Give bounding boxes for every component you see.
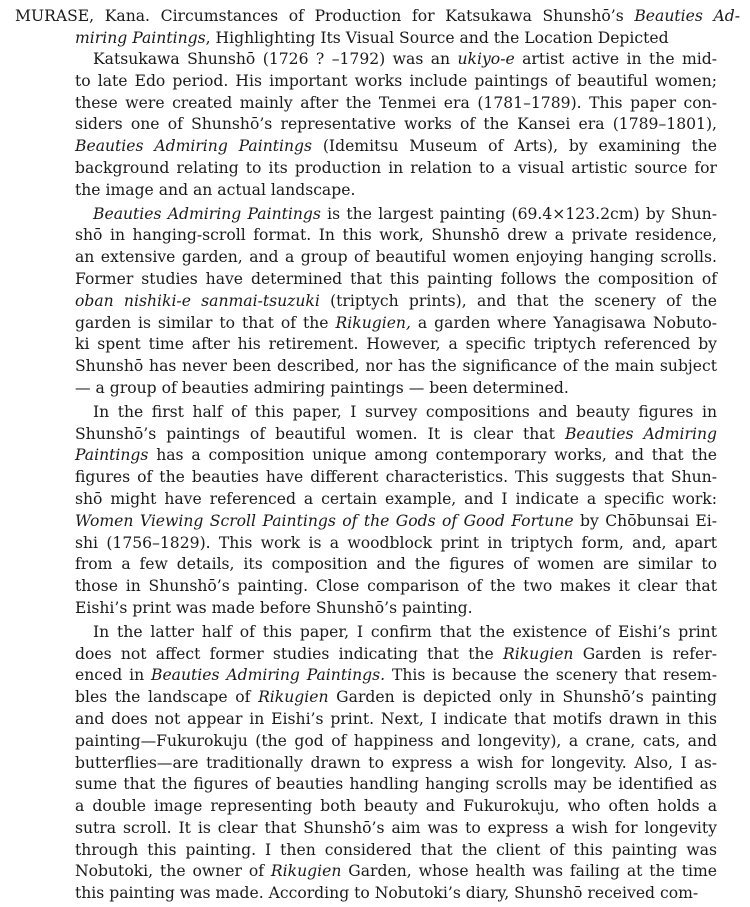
text-run: butterflies—are traditionally drawn to express a wish for longevity. Also, I as- bbox=[75, 753, 717, 772]
text-line bbox=[75, 356, 717, 378]
text-line bbox=[75, 247, 717, 269]
text-run: This is because the scenery that resem- bbox=[385, 666, 717, 685]
text-run: does not affect former studies indicating that the bbox=[75, 644, 503, 663]
text-run: those in Shunshō’s painting. Close comparison of the two makes it clear that bbox=[75, 577, 717, 596]
text-run: Garden is depicted only in Shunshō’s painting bbox=[328, 688, 717, 707]
text-line bbox=[75, 114, 717, 136]
italic-text: Beauties Admiring Paintings bbox=[75, 137, 313, 156]
text-line bbox=[75, 533, 717, 555]
text-run: Former studies have determined that this painting follows the composition of bbox=[75, 269, 717, 288]
text-run: from a few details, its composition and the figures of women are similar to bbox=[75, 555, 717, 574]
text-run: an extensive garden, and a group of beautiful women enjoying hanging scrolls. bbox=[75, 248, 717, 267]
text-line bbox=[75, 424, 717, 446]
heading-work-title-part-2: miring Paintings bbox=[75, 28, 206, 47]
text-line bbox=[75, 644, 717, 666]
text-run: In the first half of this paper, I survey compositions and beauty figures in bbox=[93, 402, 717, 421]
text-line bbox=[75, 402, 717, 424]
heading-line-1 bbox=[15, 6, 740, 28]
text-line bbox=[75, 445, 717, 467]
italic-text: Women Viewing Scroll Paintings of the Gods of Good Fortune bbox=[75, 511, 574, 530]
text-line bbox=[75, 291, 717, 313]
text-run: these were created mainly after the Tenmei era (1781–1789). This paper con- bbox=[75, 93, 717, 112]
text-run: has a composition unique among contemporary works, and that the bbox=[148, 446, 717, 465]
text-run: garden is similar to that of the bbox=[75, 313, 336, 332]
text-line bbox=[75, 511, 717, 533]
text-run: through this painting. I then considered that the client of this painting was bbox=[75, 840, 717, 859]
text-run: shō might have referenced a certain example, and I indicate a specific work: bbox=[75, 489, 717, 508]
text-run: a double image representing both beauty and Fukurokuju, who often holds a bbox=[75, 797, 717, 816]
text-run: is the largest painting (69.4×123.2cm) by Shun- bbox=[320, 204, 717, 223]
text-line bbox=[75, 180, 717, 202]
text-run: figures of the beauties have different characteristics. This suggests that Shun- bbox=[75, 468, 717, 487]
text-line bbox=[75, 93, 717, 115]
text-line bbox=[75, 136, 717, 158]
text-line bbox=[75, 840, 717, 862]
text-line bbox=[75, 489, 717, 511]
italic-text: Rikugien, bbox=[335, 313, 411, 332]
text-run: this painting was made. According to Nobutoki’s diary, Shunshō received com- bbox=[75, 884, 699, 903]
paragraph bbox=[75, 204, 717, 400]
text-run: shō in hanging-scroll format. In this work, Shunshō drew a private residence, bbox=[75, 226, 717, 245]
text-line bbox=[75, 861, 717, 883]
text-run: enced in bbox=[75, 666, 151, 685]
text-run: (triptych prints), and that the scenery of the bbox=[319, 291, 717, 310]
abstract-heading bbox=[15, 6, 740, 50]
paragraph bbox=[75, 622, 717, 905]
italic-text: Beauties Admiring Paintings bbox=[93, 204, 321, 223]
text-line bbox=[75, 467, 717, 489]
text-run: background relating to its production in relation to a visual artistic source for bbox=[75, 158, 717, 177]
text-run: and does not appear in Eishi’s print. Next, I indicate that motifs drawn in this bbox=[75, 709, 717, 728]
italic-text: Beauties Admiring bbox=[564, 424, 718, 443]
abstract-body bbox=[75, 49, 717, 907]
text-line bbox=[75, 598, 717, 620]
text-line bbox=[75, 796, 717, 818]
text-run: Garden is refer- bbox=[573, 644, 717, 663]
text-line bbox=[75, 49, 717, 71]
text-run: Nobutoki, the owner of bbox=[75, 862, 271, 881]
heading-author-title: MURASE, Kana. Circumstances of Production for Katsukawa Shunshō’s bbox=[15, 7, 635, 25]
text-line bbox=[75, 687, 717, 709]
text-run: Shunshō has never been described, nor has the significance of the main subject bbox=[75, 357, 717, 376]
paragraph bbox=[75, 402, 717, 620]
text-line bbox=[75, 554, 717, 576]
text-run: a garden where Yanagisawa Nobuto- bbox=[410, 313, 717, 332]
text-line bbox=[75, 378, 717, 400]
text-line bbox=[75, 753, 717, 775]
text-line bbox=[75, 818, 717, 840]
text-line bbox=[75, 731, 717, 753]
text-line bbox=[75, 313, 717, 335]
italic-text: Paintings bbox=[75, 446, 149, 465]
text-run: Garden, whose health was failing at the time bbox=[341, 862, 717, 881]
text-run: bles the landscape of bbox=[75, 688, 259, 707]
italic-text: Beauties Admiring Paintings. bbox=[150, 666, 386, 685]
text-line bbox=[75, 269, 717, 291]
text-line bbox=[75, 334, 717, 356]
text-run: siders one of Shunshō’s representative works of the Kansei era (1789–1801), bbox=[75, 115, 717, 134]
heading-subtitle: , Highlighting Its Visual Source and the Location Depicted bbox=[205, 28, 669, 47]
text-run: to late Edo period. His important works include paintings of beautiful women; bbox=[75, 71, 717, 90]
text-run: Eishi’s print was made before Shunshō’s painting. bbox=[75, 598, 473, 617]
text-line bbox=[75, 204, 717, 226]
text-run: ki spent time after his retirement. However, a specific triptych referenced by bbox=[75, 335, 717, 354]
text-line bbox=[75, 71, 717, 93]
text-run: shi (1756–1829). This work is a woodblock print in triptych form, and, apart bbox=[75, 533, 717, 552]
text-run: sume that the figures of beauties handling hanging scrolls may be identified as bbox=[75, 775, 717, 794]
text-line bbox=[75, 158, 717, 180]
text-run: the image and an actual landscape. bbox=[75, 180, 356, 199]
text-line bbox=[75, 665, 717, 687]
heading-line-2 bbox=[15, 28, 740, 50]
paragraph bbox=[75, 49, 717, 202]
text-run: Katsukawa Shunshō (1726 ? –1792) was an bbox=[93, 50, 458, 68]
text-line bbox=[75, 225, 717, 247]
text-run: painting—Fukurokuju (the god of happiness and longevity), a crane, cats, and bbox=[75, 731, 717, 750]
heading-work-title-part-1: Beauties Ad- bbox=[634, 7, 740, 25]
text-run: — a group of beauties admiring paintings — been determined. bbox=[75, 378, 569, 397]
text-run: artist active in the mid- bbox=[514, 50, 717, 68]
text-run: by Chōbunsai Ei- bbox=[573, 511, 717, 530]
italic-text: oban nishiki-e sanmai-tsuzuki bbox=[75, 291, 320, 310]
text-line bbox=[75, 576, 717, 598]
text-line bbox=[75, 622, 717, 644]
text-run: (Idemitsu Museum of Arts), by examining the bbox=[312, 137, 717, 156]
italic-text: Rikugien bbox=[258, 688, 329, 707]
italic-text: ukiyo-e bbox=[457, 50, 515, 68]
text-line bbox=[75, 774, 717, 796]
italic-text: Rikugien bbox=[270, 862, 342, 881]
text-run: sutra scroll. It is clear that Shunshō’s aim was to express a wish for longevity bbox=[75, 818, 717, 837]
text-run: In the latter half of this paper, I confirm that the existence of Eishi’s print bbox=[93, 622, 717, 641]
italic-text: Rikugien bbox=[503, 644, 574, 663]
text-run: Shunshō’s paintings of beautiful women. It is clear that bbox=[75, 424, 565, 443]
text-line bbox=[75, 709, 717, 731]
text-line bbox=[75, 883, 717, 905]
